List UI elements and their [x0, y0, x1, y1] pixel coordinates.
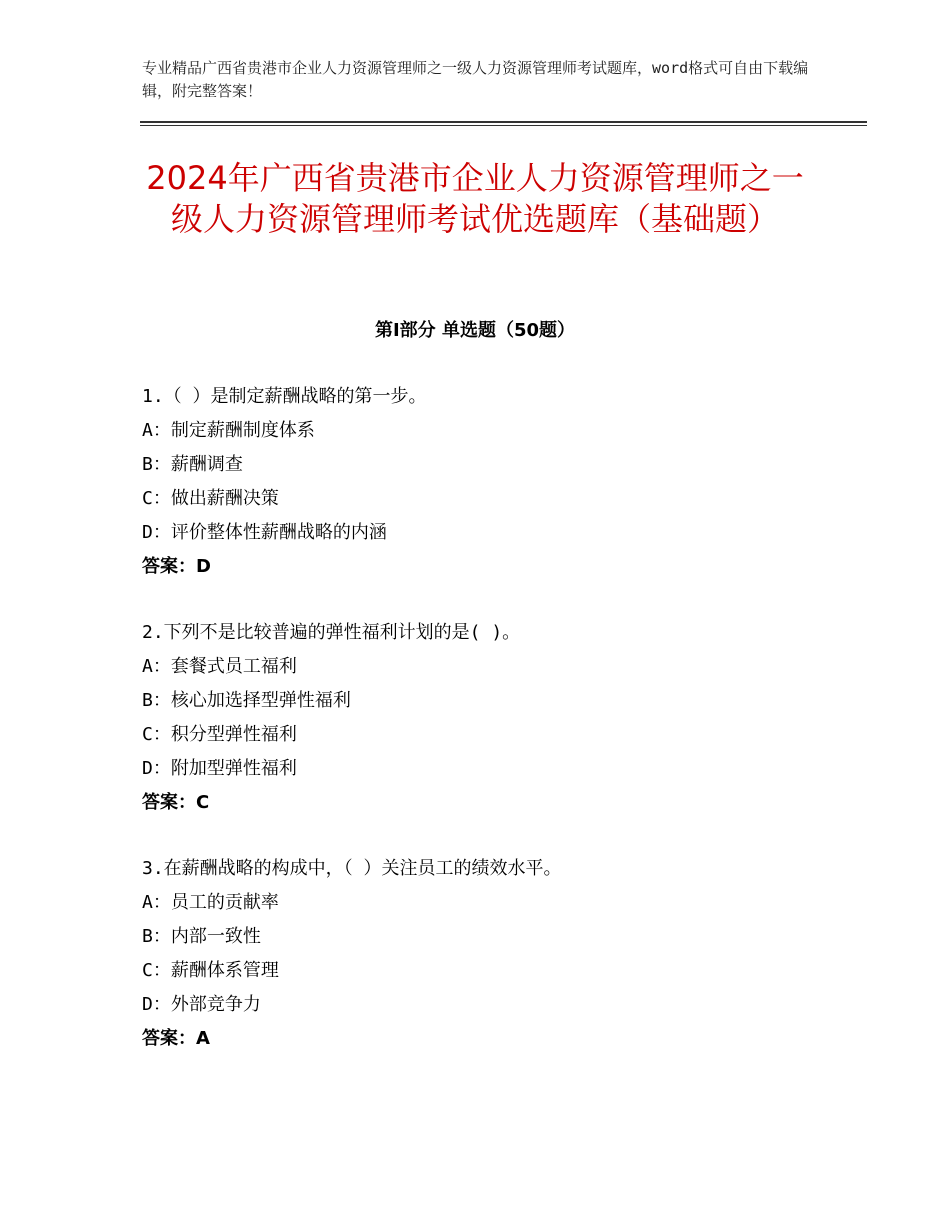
- question-stem: 2.下列不是比较普遍的弹性福利计划的是( )。: [142, 622, 521, 643]
- option-b: B：核心加选择型弹性福利: [142, 690, 351, 711]
- option-d: D：外部竞争力: [142, 994, 261, 1015]
- option-c: C：积分型弹性福利: [142, 724, 297, 745]
- option-b: B：内部一致性: [142, 926, 261, 947]
- question-list: [142, 380, 842, 1088]
- header-rule-thick: [140, 121, 867, 123]
- option-c: C：薪酬体系管理: [142, 960, 279, 981]
- option-a: A：员工的贡献率: [142, 892, 279, 913]
- option-c: C：做出薪酬决策: [142, 488, 279, 509]
- answer: 答案：C: [142, 792, 210, 813]
- answer: 答案：A: [142, 1028, 210, 1049]
- question-2: [142, 616, 842, 820]
- question-stem: 3.在薪酬战略的构成中，（ ）关注员工的绩效水平。: [142, 858, 562, 879]
- answer: 答案：D: [142, 556, 211, 577]
- question-stem: 1.（ ）是制定薪酬战略的第一步。: [142, 386, 427, 407]
- option-d: D：附加型弹性福利: [142, 758, 297, 779]
- option-d: D：评价整体性薪酬战略的内涵: [142, 522, 387, 543]
- header-note: 专业精品广西省贵港市企业人力资源管理师之一级人力资源管理师考试题库，word格式可自由下载编辑，附完整答案！: [142, 59, 809, 100]
- section-heading: 第Ⅰ部分 单选题（50题）: [374, 320, 575, 341]
- question-1: [142, 380, 842, 584]
- question-3: [142, 852, 842, 1056]
- document-title: 2024年广西省贵港市企业人力资源管理师之一级人力资源管理师考试优选题库（基础题）: [146, 159, 804, 238]
- option-b: B：薪酬调查: [142, 454, 243, 475]
- header-rule-thin: [140, 125, 867, 126]
- option-a: A：制定薪酬制度体系: [142, 420, 315, 441]
- option-a: A：套餐式员工福利: [142, 656, 297, 677]
